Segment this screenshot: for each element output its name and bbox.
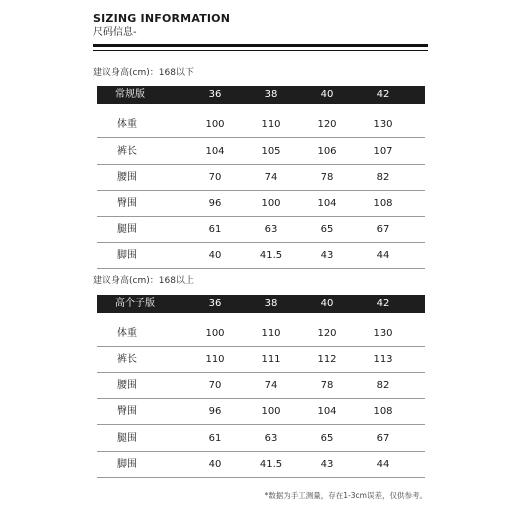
table-row (97, 218, 425, 243)
header-rule-thin (93, 50, 428, 51)
table-cell: 100 (261, 406, 281, 417)
size-col: 40 (320, 89, 334, 100)
measure-name: 臀围 (117, 198, 137, 209)
table-cell: 44 (376, 250, 390, 261)
size-col: 38 (264, 298, 278, 309)
table-cell: 100 (261, 198, 281, 209)
table-cell: 43 (320, 459, 334, 470)
table-row (97, 374, 425, 399)
measure-name: 裤长 (117, 354, 137, 365)
table-cell: 96 (208, 198, 222, 209)
size-type-label: 常规版 (115, 89, 145, 100)
table-cell: 120 (317, 119, 337, 130)
measurement-footnote: *数据为手工测量，存在1-3cm误差，仅供参考。 (264, 491, 427, 500)
regular-size-header (97, 86, 425, 104)
table-cell: 61 (208, 433, 222, 444)
table-cell: 113 (373, 354, 393, 365)
table-cell: 112 (317, 354, 337, 365)
table-cell: 70 (208, 172, 222, 183)
measure-name: 脚围 (117, 250, 137, 261)
table-cell: 40 (208, 459, 222, 470)
table-row (97, 453, 425, 478)
table-cell: 41.5 (259, 250, 283, 261)
table-row (97, 322, 425, 347)
table-cell: 110 (261, 328, 281, 339)
table-cell: 67 (376, 433, 390, 444)
size-col: 36 (208, 298, 222, 309)
table-row (97, 140, 425, 165)
table-row (97, 400, 425, 425)
size-col: 42 (376, 89, 390, 100)
table-cell: 100 (205, 119, 225, 130)
title-chinese: 尺码信息- (93, 27, 137, 38)
measure-name: 脚围 (117, 459, 137, 470)
table-cell: 74 (264, 172, 278, 183)
table-cell: 40 (208, 250, 222, 261)
table-cell: 78 (320, 380, 334, 391)
measure-name: 体重 (117, 328, 137, 339)
table-row (97, 244, 425, 269)
measure-name: 体重 (117, 119, 137, 130)
table-cell: 104 (317, 406, 337, 417)
table-cell: 78 (320, 172, 334, 183)
size-type-label: 高个子版 (115, 298, 155, 309)
table-cell: 110 (261, 119, 281, 130)
size-col: 40 (320, 298, 334, 309)
title-english: SIZING INFORMATION (93, 12, 231, 25)
tall-height-label: 建议身高(cm)：168以上 (93, 276, 194, 286)
size-col: 42 (376, 298, 390, 309)
table-cell: 96 (208, 406, 222, 417)
tall-size-header (97, 295, 425, 313)
table-cell: 65 (320, 433, 334, 444)
header-rules (93, 44, 428, 51)
table-row (97, 348, 425, 373)
table-row (97, 113, 425, 138)
size-col: 38 (264, 89, 278, 100)
table-cell: 105 (261, 146, 281, 157)
table-cell: 63 (264, 224, 278, 235)
table-cell: 67 (376, 224, 390, 235)
table-row (97, 427, 425, 452)
measure-name: 腿围 (117, 224, 137, 235)
table-cell: 130 (373, 328, 393, 339)
table-cell: 106 (317, 146, 337, 157)
table-cell: 111 (261, 354, 281, 365)
measure-name: 腰围 (117, 172, 137, 183)
table-cell: 63 (264, 433, 278, 444)
table-cell: 65 (320, 224, 334, 235)
table-cell: 41.5 (259, 459, 283, 470)
table-cell: 70 (208, 380, 222, 391)
measure-name: 腰围 (117, 380, 137, 391)
measure-name: 腿围 (117, 433, 137, 444)
size-col: 36 (208, 89, 222, 100)
regular-height-label: 建议身高(cm)：168以下 (93, 68, 194, 78)
table-row (97, 192, 425, 217)
table-cell: 82 (376, 380, 390, 391)
measure-name: 臀围 (117, 406, 137, 417)
table-cell: 43 (320, 250, 334, 261)
table-cell: 74 (264, 380, 278, 391)
table-row (97, 166, 425, 191)
table-cell: 120 (317, 328, 337, 339)
table-cell: 110 (205, 354, 225, 365)
measure-name: 裤长 (117, 146, 137, 157)
table-cell: 130 (373, 119, 393, 130)
table-cell: 61 (208, 224, 222, 235)
table-cell: 44 (376, 459, 390, 470)
table-cell: 108 (373, 198, 393, 209)
header-rule-thick (93, 44, 428, 47)
page-header (93, 12, 230, 40)
table-cell: 100 (205, 328, 225, 339)
table-cell: 108 (373, 406, 393, 417)
table-cell: 107 (373, 146, 393, 157)
table-cell: 104 (317, 198, 337, 209)
table-cell: 82 (376, 172, 390, 183)
table-cell: 104 (205, 146, 225, 157)
